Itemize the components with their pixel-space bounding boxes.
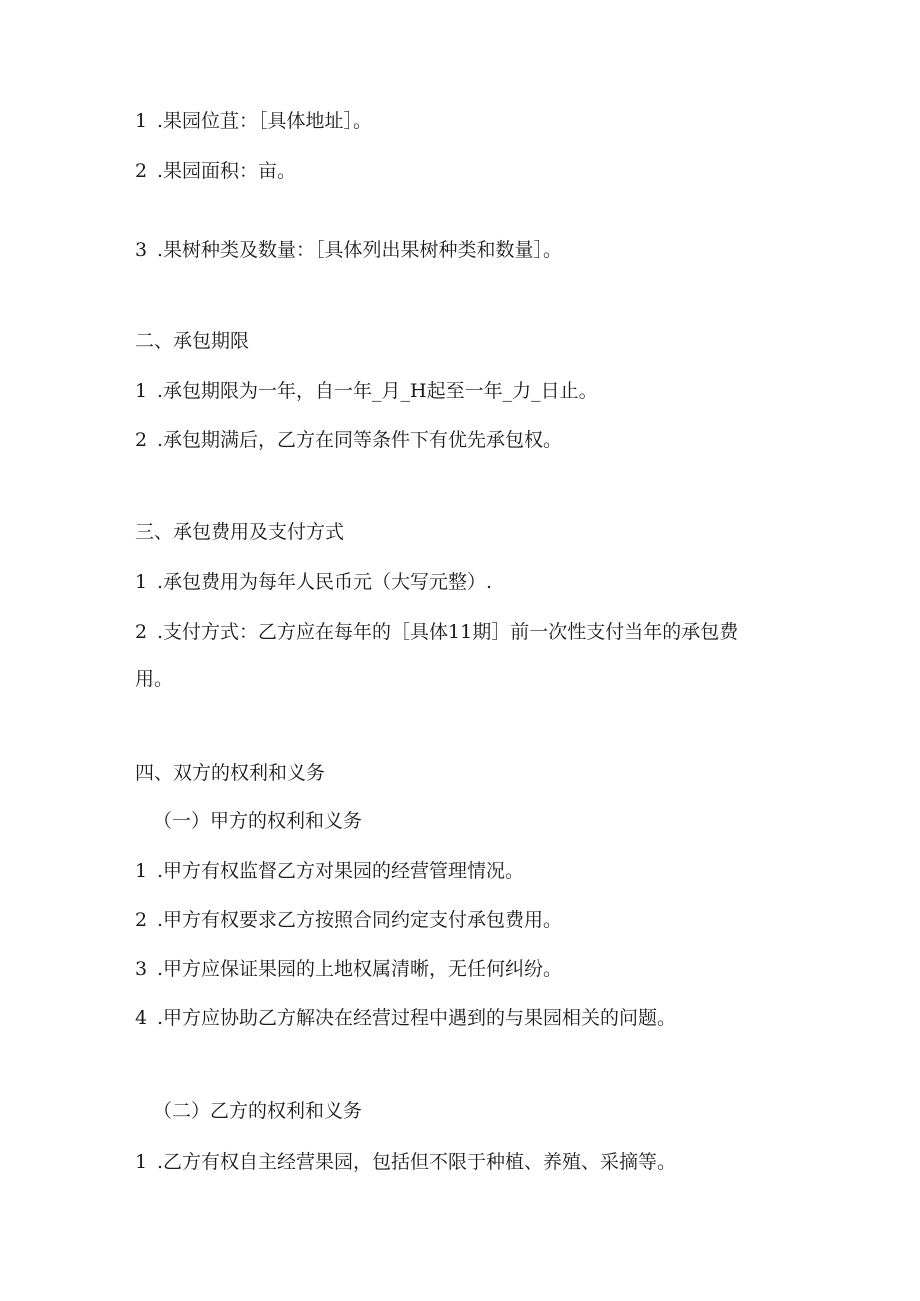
section-heading-fees <box>135 519 344 545</box>
section-heading-term <box>135 328 249 354</box>
item-number: 2 <box>135 429 148 451</box>
item-text: .支付方式：乙方应在每年的［具体11期］前一次性支付当年的承包费 <box>157 621 739 643</box>
item-text: .承包费用为每年人民币元（大写元整）. <box>157 571 493 593</box>
item-number: 1 <box>135 110 148 132</box>
item-text: .甲方应保证果园的上地权属清晰，无任何纠纷。 <box>157 958 563 980</box>
item-text: 用。 <box>135 668 174 690</box>
item-number: 3 <box>135 239 148 261</box>
item-party-a-4 <box>135 1005 676 1031</box>
item-text: .果园位苴：［具体地址］。 <box>157 110 373 132</box>
item-area <box>135 158 296 184</box>
item-payment-method-cont <box>135 666 173 692</box>
heading-text: 三、承包费用及支付方式 <box>135 521 345 543</box>
item-number: 1 <box>135 571 148 593</box>
item-text: .甲方有权监督乙方对果园的经营管理情况。 <box>157 860 525 882</box>
item-party-a-1 <box>135 858 524 884</box>
item-tree-types <box>135 237 562 263</box>
item-text: .甲方应协助乙方解决在经营过程中遇到的与果园相关的问题。 <box>157 1007 677 1029</box>
heading-text: 二、承包期限 <box>135 330 250 352</box>
heading-text: （一）甲方的权利和义务 <box>153 810 363 832</box>
item-party-a-3 <box>135 956 562 982</box>
item-party-b-1 <box>135 1149 676 1175</box>
item-number: 3 <box>135 958 148 980</box>
item-text: .承包期满后，乙方在同等条件下有优先承包权。 <box>157 429 563 451</box>
item-number: 2 <box>135 160 148 182</box>
heading-text: （二）乙方的权利和义务 <box>153 1100 363 1122</box>
item-term-period <box>135 378 598 404</box>
subsection-heading-party-a <box>153 808 362 834</box>
item-text: .乙方有权自主经营果园，包括但不限于种植、养殖、采摘等。 <box>157 1151 677 1173</box>
item-location <box>135 108 372 134</box>
item-number: 1 <box>135 1151 148 1173</box>
item-party-a-2 <box>135 907 562 933</box>
item-number: 1 <box>135 860 148 882</box>
item-payment-method <box>135 619 738 645</box>
item-text: .果园面积：亩。 <box>157 160 297 182</box>
item-number: 1 <box>135 380 148 402</box>
item-fee-amount <box>135 569 492 595</box>
item-number: 2 <box>135 621 148 643</box>
item-text: .果树种类及数量：［具体列出果树种类和数量］。 <box>157 239 563 261</box>
subsection-heading-party-b <box>153 1098 362 1124</box>
item-term-renewal <box>135 427 562 453</box>
heading-text: 四、双方的权利和义务 <box>135 762 326 784</box>
item-number: 2 <box>135 909 148 931</box>
item-text: .承包期限为一年，自一年_月_H起至一年_力_日止。 <box>157 380 598 402</box>
item-number: 4 <box>135 1007 148 1029</box>
section-heading-rights <box>135 760 325 786</box>
item-text: .甲方有权要求乙方按照合同约定支付承包费用。 <box>157 909 563 931</box>
